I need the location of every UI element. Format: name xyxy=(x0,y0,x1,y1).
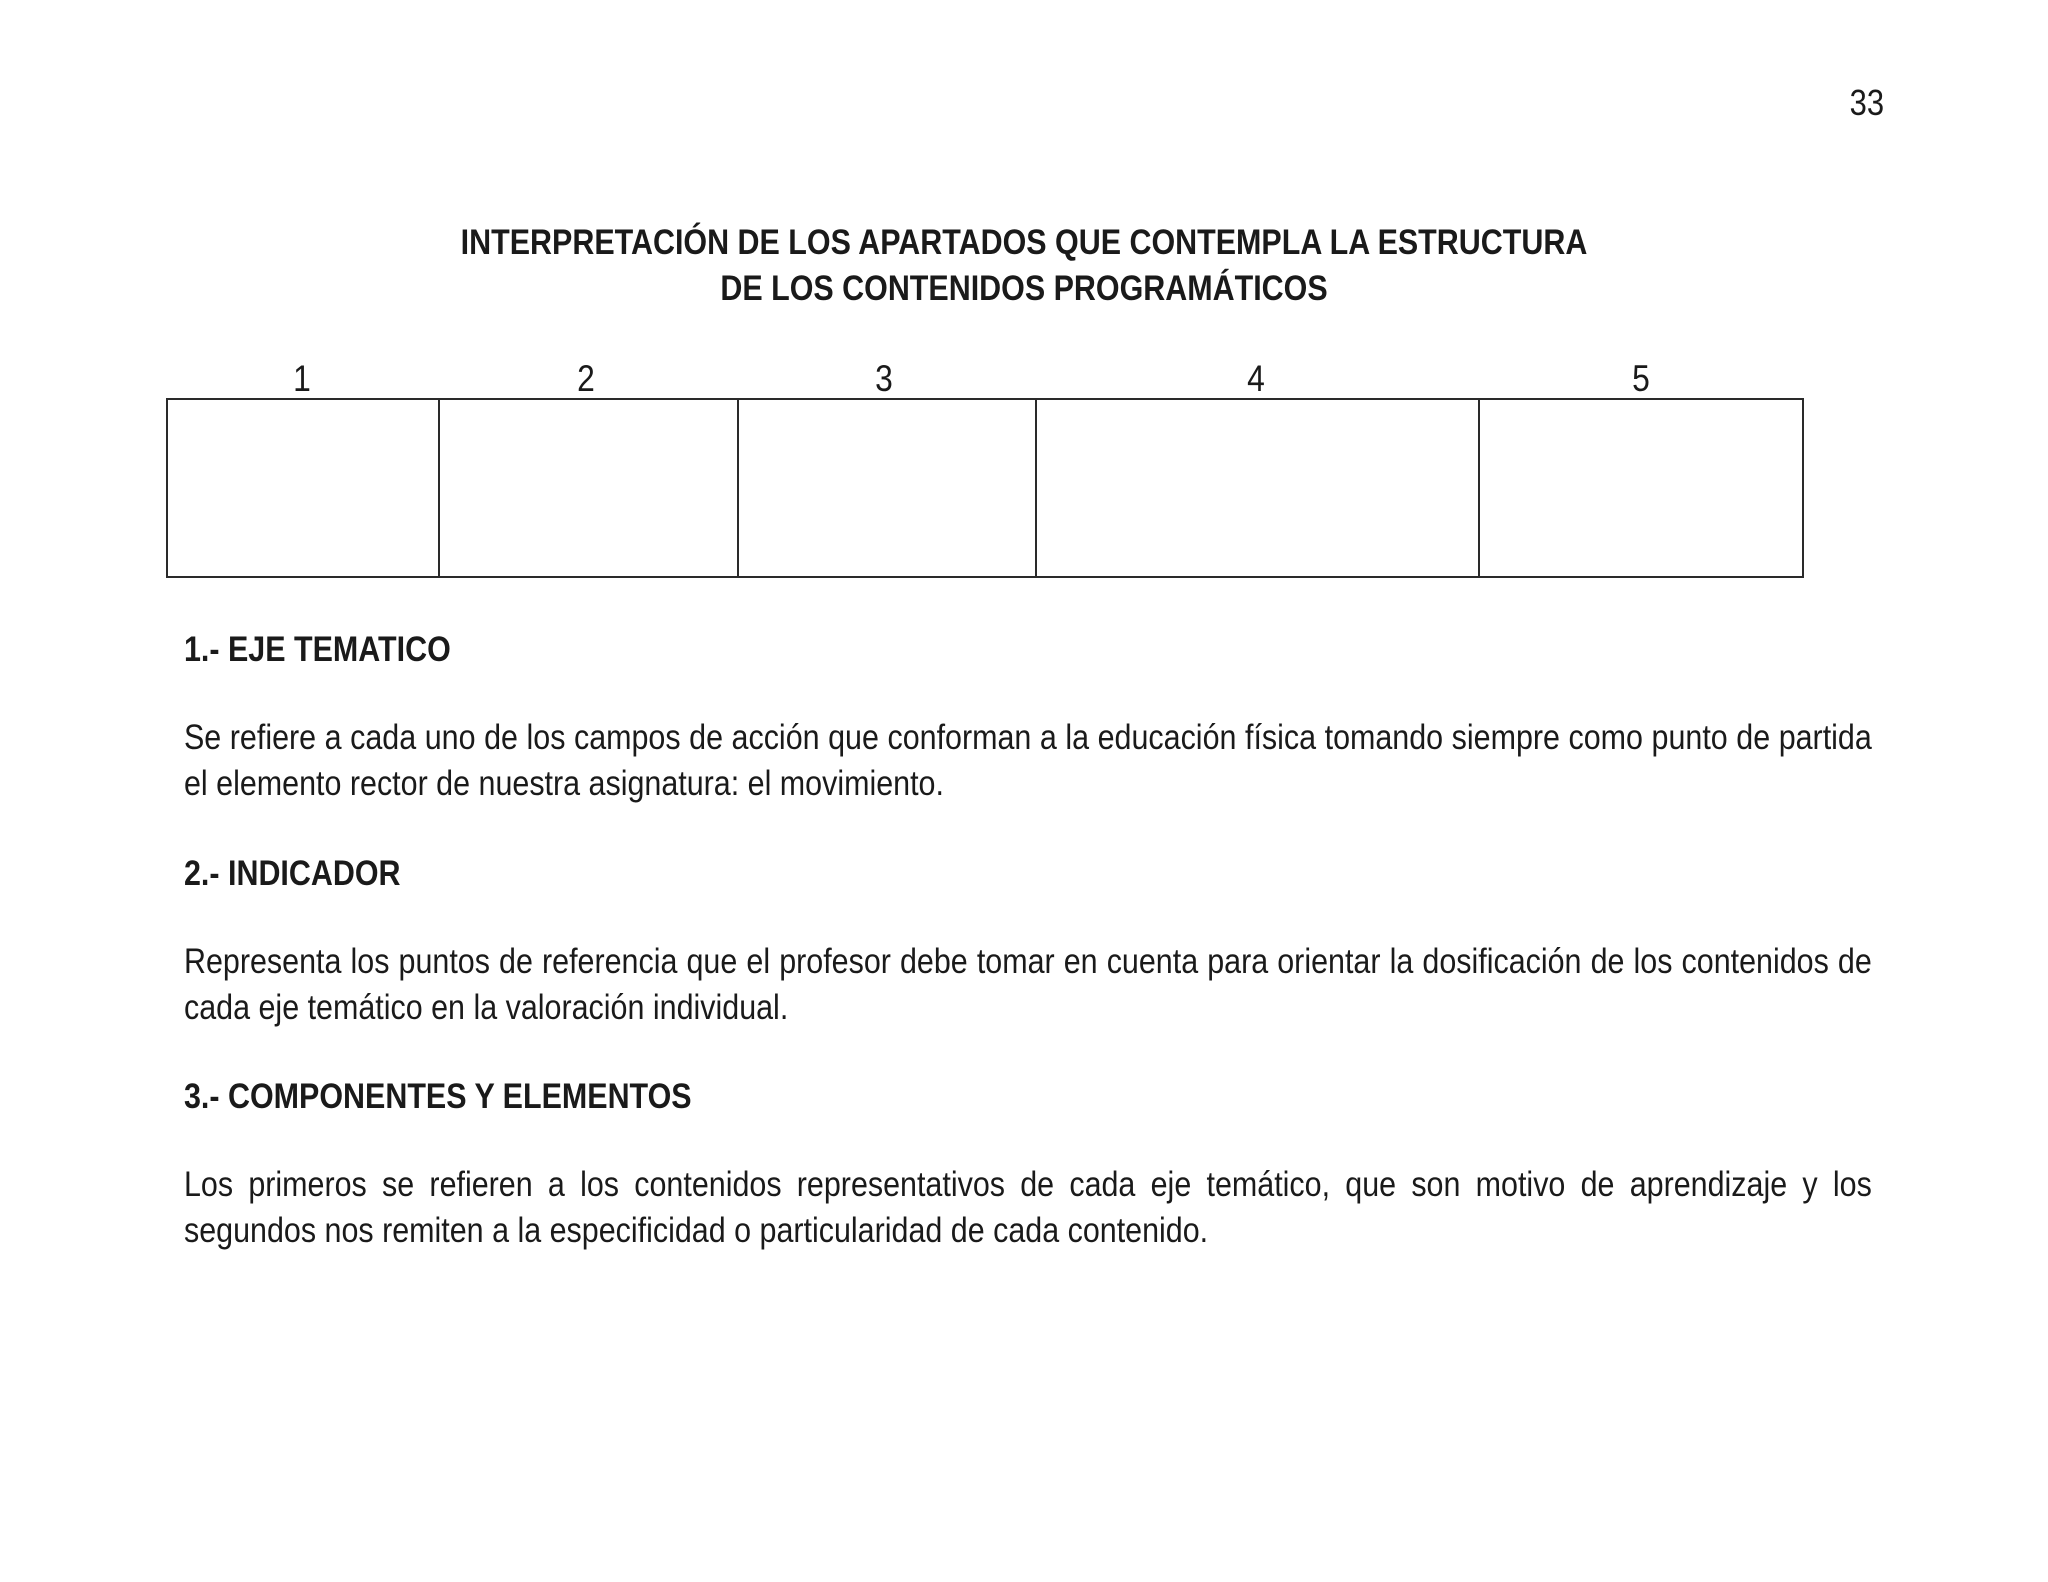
page-number: 33 xyxy=(1849,82,1884,123)
column-number-4: 4 xyxy=(1247,358,1265,399)
section-indicador xyxy=(184,851,1872,1031)
section-heading: 1.- EJE TEMATICO xyxy=(184,630,451,669)
column-number-5: 5 xyxy=(1632,358,1650,399)
section-eje-tematico xyxy=(184,627,1872,807)
title-line-1: INTERPRETACIÓN DE LOS APARTADOS QUE CONTEMPLA LA ESTRUCTURA xyxy=(460,223,1588,262)
section-heading: 3.- COMPONENTES Y ELEMENTOS xyxy=(184,1077,692,1116)
column-number-2: 2 xyxy=(577,358,595,399)
section-text: Representa los puntos de referencia que el profesor debe tomar en cuenta para orientar la dosificación de los contenidos de cada eje temático en la valoración individual. xyxy=(184,942,1872,1027)
section-text: Los primeros se refieren a los contenidos representativos de cada eje temático, que son motivo de aprendizaje y los segundos nos remiten a la especificidad o particularidad de cada contenido. xyxy=(184,1165,1872,1250)
structure-cell-4 xyxy=(1037,400,1480,576)
page-title xyxy=(0,220,2048,312)
structure-cell-1 xyxy=(168,400,440,576)
column-number-1: 1 xyxy=(293,358,311,399)
column-number-3: 3 xyxy=(875,358,893,399)
title-line-2: DE LOS CONTENIDOS PROGRAMÁTICOS xyxy=(720,269,1328,308)
structure-table xyxy=(166,398,1804,578)
structure-cell-2 xyxy=(440,400,739,576)
section-componentes-y-elementos xyxy=(184,1074,1872,1254)
section-heading: 2.- INDICADOR xyxy=(184,854,401,893)
structure-cell-3 xyxy=(739,400,1037,576)
section-text: Se refiere a cada uno de los campos de acción que conforman a la educación física tomando siempre como punto de partida el elemento rector de nuestra asignatura: el movimiento. xyxy=(184,718,1872,803)
structure-cell-5 xyxy=(1480,400,1802,576)
column-number-row xyxy=(0,358,2048,402)
